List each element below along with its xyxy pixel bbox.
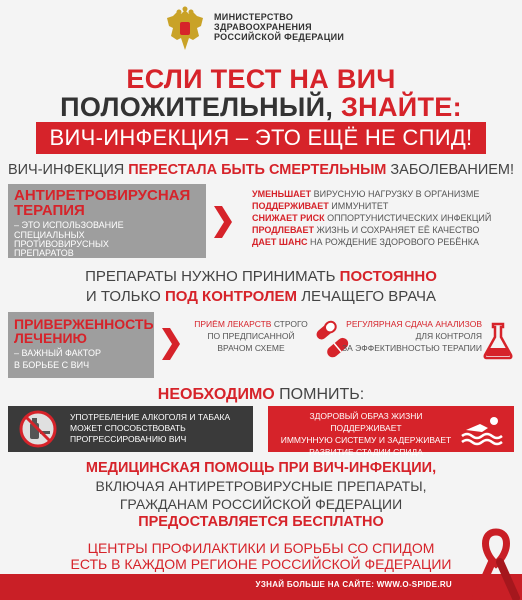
- medication-line-2: И ТОЛЬКО ПОД КОНТРОЛЕМ ЛЕЧАЩЕГО ВРАЧА: [85, 288, 437, 305]
- therapy-effect-item: ПОДДЕРЖИВАЕТ ИММУНИТЕТ: [252, 201, 389, 211]
- therapy-title-1: АНТИРЕТРОВИРУСНАЯ: [14, 187, 191, 204]
- medication-line-1: ПРЕПАРАТЫ НУЖНО ПРИНИМАТЬ ПОСТОЯННО: [85, 268, 437, 285]
- therapy-desc-1: – ЭТО ИСПОЛЬЗОВАНИЕ: [14, 220, 124, 230]
- ministry-line-3: РОССИЙСКОЙ ФЕДЕРАЦИИ: [214, 32, 345, 42]
- medication-schedule-text: ПРИЁМ ЛЕКАРСТВ СТРОГО ПО ПРЕДПИСАННОЙ ВРАЧОМ СХЕМЕ: [194, 319, 308, 353]
- therapy-effect-item: СНИЖАЕТ РИСК ОППОРТУНИСТИЧЕСКИХ ИНФЕКЦИЙ: [252, 213, 492, 223]
- flask-icon: [482, 322, 514, 360]
- therapy-effect-item: ПРОДЛЕВАЕТ ЖИЗНЬ И СОХРАНЯЕТ ЕЁ КАЧЕСТВО: [252, 225, 480, 235]
- footer-website-link[interactable]: УЗНАЙ БОЛЬШЕ НА САЙТЕ: WWW.O-SPIDE.RU: [255, 580, 452, 589]
- free-care-line-2: ВКЛЮЧАЯ АНТИРЕТРОВИРУСНЫЕ ПРЕПАРАТЫ,: [95, 478, 427, 494]
- double-headed-eagle-emblem: [163, 6, 207, 54]
- therapy-desc-4: ПРЕПАРАТОВ: [14, 248, 74, 258]
- adherence-box: [8, 312, 154, 378]
- therapy-box: [8, 184, 206, 258]
- free-care-line-4: ПРЕДОСТАВЛЯЕТСЯ БЕСПЛАТНО: [138, 514, 384, 530]
- adherence-title-2: ЛЕЧЕНИЮ: [14, 330, 87, 346]
- therapy-desc-2: СПЕЦИАЛЬНЫХ: [14, 230, 85, 240]
- chevron-right-icon: [214, 206, 232, 238]
- not-aids-banner: ВИЧ-ИНФЕКЦИЯ – ЭТО ЕЩЁ НЕ СПИД!: [36, 122, 486, 154]
- healthy-lifestyle-box: [268, 406, 514, 457]
- therapy-effects-list: [252, 188, 491, 248]
- therapy-desc-3: ПРОТИВОВИРУСНЫХ: [14, 239, 109, 249]
- regular-tests-text: РЕГУЛЯРНАЯ СДАЧА АНАЛИЗОВ ДЛЯ КОНТРОЛЯ ЗА ЭФФЕКТИВНОСТЬЮ ТЕРАПИИ: [342, 319, 482, 353]
- centers-line-2: ЕСТЬ В КАЖДОМ РЕГИОНЕ РОССИЙСКОЙ ФЕДЕРАЦИИ: [70, 556, 452, 572]
- headline-positive: ПОЛОЖИТЕЛЬНЫЙ,: [60, 92, 334, 122]
- not-deadly-bold: ПЕРЕСТАЛА БЫТЬ СМЕРТЕЛЬНЫМ: [128, 162, 387, 178]
- free-care-line-1: МЕДИЦИНСКАЯ ПОМОЩЬ ПРИ ВИЧ-ИНФЕКЦИИ,: [85, 460, 437, 476]
- therapy-effect-item: ДАЕТ ШАНС НА РОЖДЕНИЕ ЗДОРОВОГО РЕБЁНКА: [252, 237, 480, 247]
- no-alcohol-smoking-icon: [18, 409, 58, 449]
- ministry-line-2: ЗДРАВООХРАНЕНИЯ: [214, 22, 312, 32]
- free-care-line-3: ГРАЖДАНАМ РОССИЙСКОЙ ФЕДЕРАЦИИ: [119, 496, 403, 512]
- red-ribbon-icon: [470, 528, 522, 600]
- headline-know: ЗНАЙТЕ:: [340, 92, 462, 122]
- not-deadly-post: ЗАБОЛЕВАНИЕМ!: [390, 162, 515, 178]
- not-deadly-pre: ВИЧ-ИНФЕКЦИЯ: [7, 162, 125, 178]
- therapy-effect-item: УМЕНЬШАЕТ ВИРУСНУЮ НАГРУЗКУ В ОРГАНИЗМЕ: [252, 189, 480, 199]
- adherence-title-1: ПРИВЕРЖЕННОСТЬ: [14, 316, 154, 332]
- chevron-right-icon: [162, 328, 180, 360]
- headline-line-1: ЕСЛИ ТЕСТ НА ВИЧ: [126, 64, 396, 94]
- healthy-lifestyle-text: ЗДОРОВЫЙ ОБРАЗ ЖИЗНИ ПОДДЕРЖИВАЕТ ИММУННУЮ СИСТЕМУ И ЗАДЕРЖИВАЕТ РАЗВИТИЕ СТАДИИ СПИДА: [280, 411, 452, 457]
- centers-line-1: ЦЕНТРЫ ПРОФИЛАКТИКИ И БОРЬБЫ СО СПИДОМ: [87, 540, 435, 556]
- alcohol-warning-text: УПОТРЕБЛЕНИЕ АЛКОГОЛЯ И ТАБАКА МОЖЕТ СПОСОБСТВОВАТЬ ПРОГРЕССИРОВАНИЮ ВИЧ: [70, 412, 231, 444]
- remember-heading: НЕОБХОДИМО ПОМНИТЬ:: [157, 386, 365, 403]
- not-deadly-line: [0, 162, 522, 178]
- alcohol-warning-box: [8, 406, 253, 452]
- adherence-desc-2: В БОРЬБЕ С ВИЧ: [14, 360, 90, 370]
- adherence-desc-1: – ВАЖНЫЙ ФАКТОР: [14, 348, 101, 358]
- ministry-line-1: МИНИСТЕРСТВО: [214, 12, 294, 22]
- headline-line-2: [0, 92, 522, 122]
- therapy-title-2: ТЕРАПИЯ: [14, 202, 85, 219]
- swimmer-icon: [460, 414, 506, 446]
